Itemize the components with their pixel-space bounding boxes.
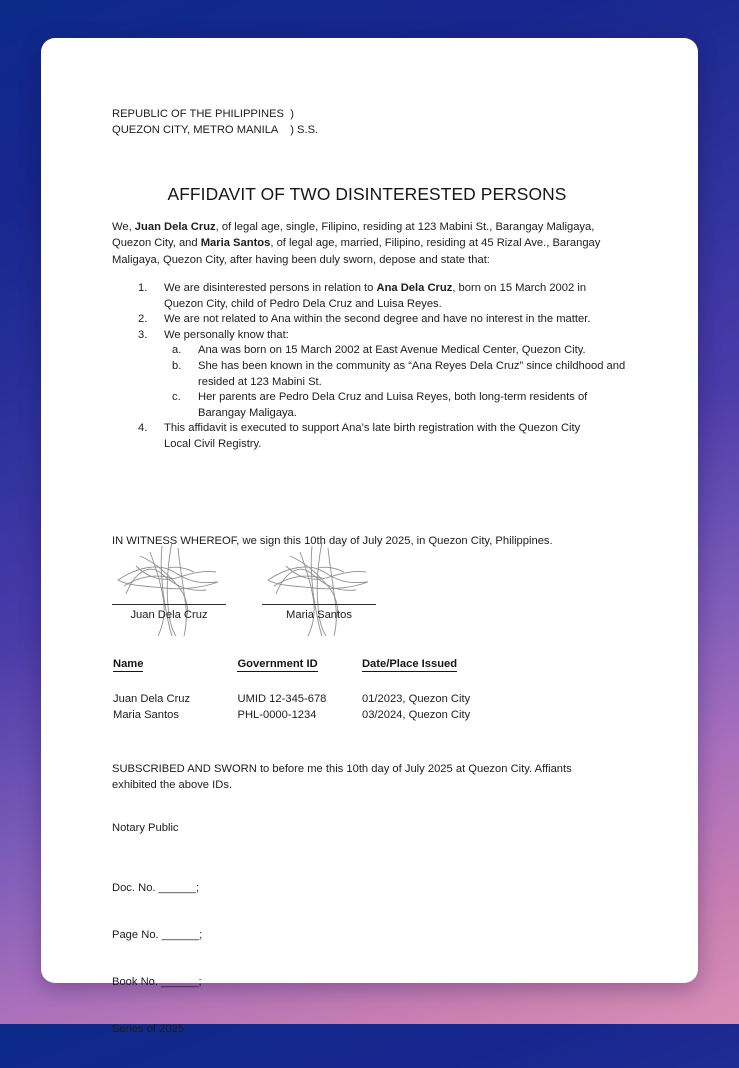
jurisdiction-line-2: QUEZON CITY, METRO MANILA ) S.S. bbox=[112, 124, 319, 136]
claim-subitem bbox=[164, 390, 632, 421]
cell-date-place: 01/2023, Quezon City bbox=[361, 693, 471, 705]
affidavit-paper bbox=[41, 38, 698, 1035]
subitem-text: Ana was born on 15 March 2002 at East Avenue Medical Center, Quezon City. bbox=[198, 344, 586, 357]
jurisdiction-header bbox=[112, 106, 318, 138]
claim-marker: 2. bbox=[138, 313, 148, 326]
claim-subitem bbox=[164, 359, 632, 390]
cell-government-id: PHL-0000-1234 bbox=[237, 708, 317, 721]
table-row bbox=[113, 674, 573, 708]
claim-text-before: We are disinterested persons in relation to bbox=[164, 282, 377, 294]
claim-item bbox=[112, 328, 626, 422]
notary-public-label: Notary Public bbox=[112, 822, 179, 834]
claim-text bbox=[164, 281, 609, 312]
subitem-marker: c. bbox=[172, 391, 181, 404]
identification-table bbox=[113, 658, 573, 723]
affiant-two-name: Maria Santos bbox=[200, 237, 271, 250]
claim-marker: 1. bbox=[138, 282, 148, 294]
table-row bbox=[113, 708, 573, 724]
table-header-row bbox=[113, 658, 573, 674]
notary-entries bbox=[112, 850, 202, 1068]
notary-book-no: Book No. ______; bbox=[112, 975, 202, 988]
cell-name: Maria Santos bbox=[113, 708, 179, 721]
claim-item bbox=[112, 281, 622, 312]
document-content bbox=[112, 38, 626, 1035]
signature-block bbox=[112, 550, 230, 650]
claim-text: We are not related to Ana within the second degree and have no interest in the matter. bbox=[164, 313, 591, 326]
signature-block bbox=[262, 550, 380, 650]
intro-paragraph bbox=[112, 219, 609, 268]
witness-statement: IN WITNESS WHEREOF, we sign this 10th day of July 2025, in Quezon City, Philippines. bbox=[112, 535, 553, 547]
claim-marker: 4. bbox=[138, 422, 148, 435]
table-header-name bbox=[113, 658, 237, 674]
claim-bold-name: Ana Dela Cruz bbox=[376, 282, 453, 294]
table-header-government-id-label: Government ID bbox=[237, 658, 318, 670]
cell-date-place: 03/2024, Quezon City bbox=[361, 708, 471, 721]
table-header-date-place-label: Date/Place Issued bbox=[361, 658, 458, 670]
subitem-text: Her parents are Pedro Dela Cruz and Luisa Reyes, both long-term residents of Barangay Maligaya. bbox=[198, 391, 588, 419]
claim-text: We personally know that: bbox=[164, 328, 289, 341]
table-header-government-id bbox=[237, 658, 361, 674]
claim-item bbox=[112, 421, 622, 452]
signature-area bbox=[112, 550, 622, 650]
jurisdiction-line-1: REPUBLIC OF THE PHILIPPINES ) bbox=[112, 108, 294, 120]
claim-subitem bbox=[164, 343, 632, 359]
subitem-text: She has been known in the community as “Ana Reyes Dela Cruz” since childhood and resided at 123 Mabini St. bbox=[198, 359, 626, 388]
signature-name: Maria Santos bbox=[286, 609, 352, 621]
claim-item bbox=[112, 312, 622, 328]
affiant-one-name: Juan Dela Cruz bbox=[134, 221, 216, 233]
signature-line bbox=[262, 604, 376, 605]
intro-part-2: , of legal age, single, Filipino, residing at 123 Mabini St., Barangay Maligaya, Quezon City, and bbox=[112, 221, 595, 250]
claim-text-after: , born on 15 March 2002 in Quezon City, child of Pedro Dela Cruz and Luisa Reyes. bbox=[164, 282, 587, 310]
signature-name: Juan Dela Cruz bbox=[130, 609, 208, 621]
notary-series: Series of 2025 bbox=[112, 1022, 185, 1035]
document-page-wrapper bbox=[41, 38, 698, 1035]
page-title: AFFIDAVIT OF TWO DISINTERESTED PERSONS bbox=[167, 184, 567, 204]
table-header-date-place bbox=[362, 658, 573, 674]
cell-government-id: UMID 12-345-678 bbox=[237, 693, 327, 705]
subitem-marker: b. bbox=[172, 359, 182, 372]
notary-page-no: Page No. ______; bbox=[112, 928, 203, 941]
intro-part-3: , of legal age, married, Filipino, residing at 45 Rizal Ave., Barangay Maligaya, Quezon City, after having been duly sworn, depose and state that: bbox=[112, 237, 601, 266]
claim-text: This affidavit is executed to support Ana’s late birth registration with the Quezon City Local Civil Registry. bbox=[164, 422, 581, 450]
table-header-name-label: Name bbox=[113, 658, 144, 670]
notary-doc-no: Doc. No. ______; bbox=[112, 882, 200, 895]
sworn-statement: SUBSCRIBED AND SWORN to before me this 10th day of July 2025 at Quezon City. Affiants exhibited the above IDs. bbox=[112, 763, 572, 791]
cell-name: Juan Dela Cruz bbox=[113, 693, 191, 705]
subitem-marker: a. bbox=[172, 344, 182, 357]
intro-part-1: We, bbox=[112, 221, 135, 233]
signature-line bbox=[112, 604, 226, 605]
claims-list bbox=[112, 281, 626, 453]
claim-marker: 3. bbox=[138, 328, 148, 341]
